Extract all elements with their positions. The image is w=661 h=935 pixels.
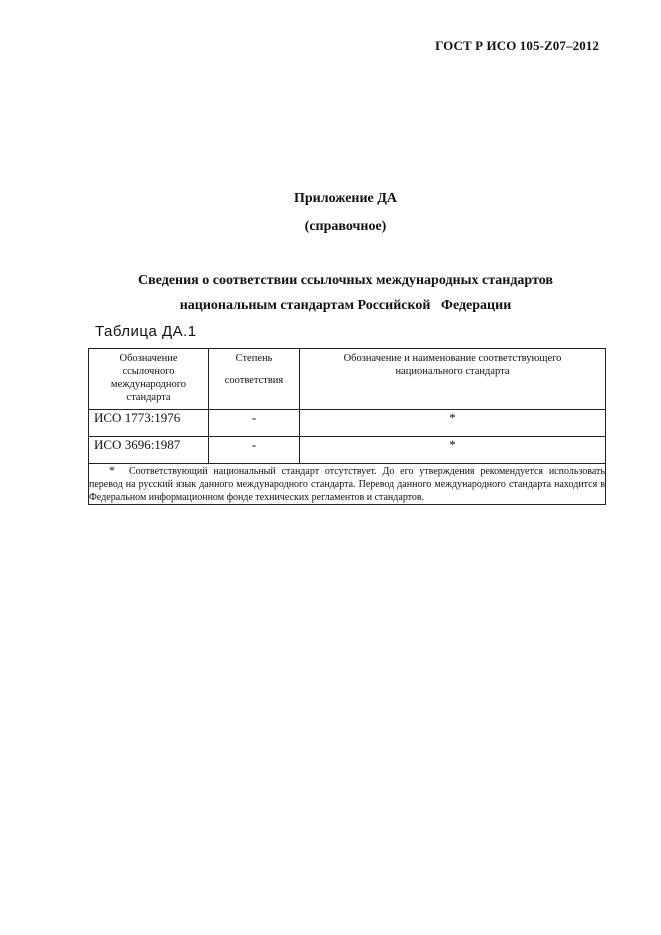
document-code: ГОСТ Р ИСО 105-Z07–2012 — [435, 38, 599, 53]
appendix-title: Приложение ДА — [293, 191, 398, 206]
table-row — [89, 410, 606, 437]
section-title-line-1: Сведения о соответствии ссылочных международных стандартов — [138, 273, 553, 288]
appendix-subtitle: (справочное) — [304, 219, 387, 234]
header-line: международного — [110, 379, 187, 390]
table-footnote — [89, 464, 606, 505]
table-footnote-row — [89, 464, 606, 505]
header-line: Обозначение — [119, 353, 178, 364]
cell-national: * — [300, 437, 606, 464]
header-line: ссылочного — [122, 366, 175, 377]
section-title-line-2: национальным стандартам Российской Федерации — [179, 298, 512, 313]
header-international-standard — [89, 349, 209, 410]
table-header-row — [89, 349, 606, 410]
footnote-mark: * — [109, 463, 115, 477]
cell-standard: ИСО 3696:1987 — [89, 437, 209, 464]
table-caption: Таблица ДА.1 — [95, 323, 197, 340]
header-national-standard — [300, 349, 606, 410]
header-degree — [209, 349, 300, 410]
cell-degree: - — [209, 437, 300, 464]
table-row — [89, 437, 606, 464]
header-line: Обозначение и наименование соответствующего — [343, 353, 562, 364]
footnote-text: Соответствующий национальный стандарт отсутствует. До его утверждения рекомендуется использовать перевод на русский язык данного международного стандарта. Перевод данного международного стандарта находится в Федеральном информационном фонде технических регламентов и стандартов. — [89, 466, 605, 503]
header-line: национального стандарта — [395, 366, 510, 377]
cell-degree: - — [209, 410, 300, 437]
cell-standard: ИСО 1773:1976 — [89, 410, 209, 437]
header-line: соответствия — [224, 375, 284, 386]
header-line: стандарта — [126, 392, 171, 403]
correspondence-table — [88, 348, 606, 505]
cell-national: * — [300, 410, 606, 437]
header-line: Степень — [235, 353, 273, 364]
